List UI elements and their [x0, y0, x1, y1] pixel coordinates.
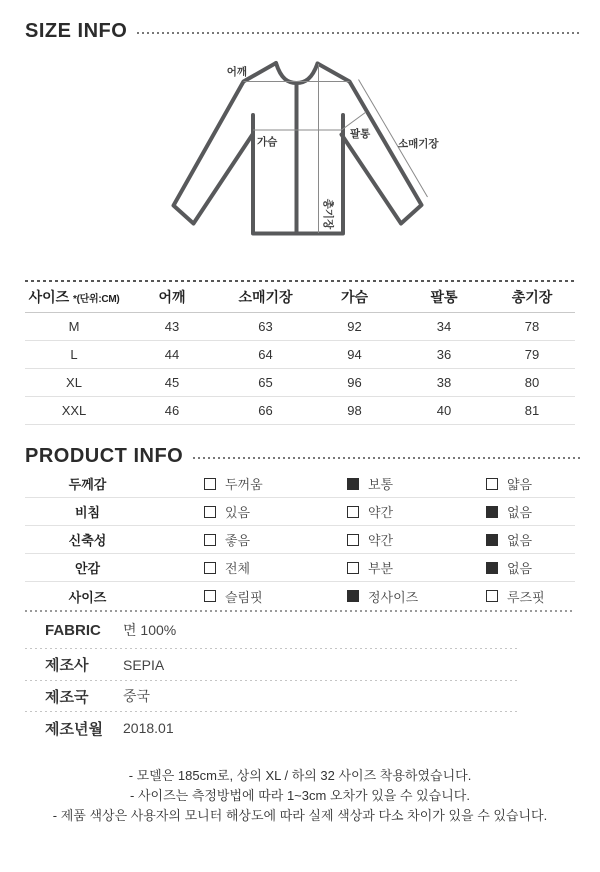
- checkbox-icon: [204, 534, 216, 546]
- value-cell: 45: [123, 368, 221, 396]
- attribute-option: [347, 587, 418, 606]
- checkbox-icon: [204, 590, 216, 602]
- value-cell: 63: [221, 312, 310, 340]
- value-cell: 46: [123, 396, 221, 424]
- table-row: [25, 396, 575, 424]
- checkbox-icon: [486, 590, 498, 602]
- size-header-label: 사이즈: [28, 288, 70, 305]
- size-table-header-row: [25, 282, 575, 312]
- value-cell: 79: [489, 340, 575, 368]
- checkbox-icon: [347, 534, 359, 546]
- product-attributes-table: [25, 470, 575, 610]
- option-label: 두꺼움: [225, 477, 263, 492]
- value-cell: 44: [123, 340, 221, 368]
- checkbox-icon: [347, 478, 359, 490]
- option-label: 슬림핏: [225, 589, 263, 605]
- checkbox-icon: [347, 590, 359, 602]
- attribute-row-lining: [25, 554, 575, 582]
- attribute-option: [347, 558, 393, 577]
- column-header-arm: 팔통: [399, 282, 489, 312]
- country-label: 제조국: [45, 688, 89, 706]
- attribute-option: [486, 502, 532, 521]
- size-table: [25, 282, 575, 425]
- manufacturer-value: SEPIA: [123, 656, 165, 673]
- value-cell: 66: [221, 396, 310, 424]
- option-label: 없음: [507, 533, 533, 548]
- checkbox-icon: [347, 562, 359, 574]
- option-label: 루즈핏: [507, 589, 545, 605]
- title-dotted-line: [193, 457, 582, 459]
- attribute-option: [486, 558, 532, 577]
- manufacturer-label: 제조사: [45, 657, 89, 674]
- product-info-header: [25, 445, 582, 468]
- country-value: 중국: [123, 688, 151, 704]
- checkbox-icon: [204, 506, 216, 518]
- option-label: 얇음: [507, 477, 533, 492]
- size-name-cell: XL: [25, 368, 123, 396]
- checkbox-icon: [486, 562, 498, 574]
- attribute-row-thickness: [25, 470, 575, 498]
- option-label: 없음: [507, 561, 533, 576]
- value-cell: 78: [489, 312, 575, 340]
- size-info-title: SIZE INFO: [25, 20, 128, 42]
- chest-label: 가슴: [257, 136, 278, 148]
- product-info-title: PRODUCT INFO: [25, 445, 184, 467]
- column-header-sleeve: 소매기장: [221, 282, 310, 312]
- note-line: - 모델은 185cm로, 상의 XL / 하의 32 사이즈 착용하였습니다.: [128, 768, 472, 783]
- value-cell: 36: [399, 340, 489, 368]
- checkbox-icon: [204, 562, 216, 574]
- option-label: 약간: [368, 533, 394, 548]
- attribute-option: [204, 474, 263, 493]
- attribute-option: [486, 474, 532, 493]
- note-line: - 제품 색상은 사용자의 모니터 해상도에 따라 실제 색상과 다소 차이가 있을 수 있습니다.: [52, 808, 548, 823]
- size-name-cell: L: [25, 340, 123, 368]
- manufacture-date-label: 제조년월: [45, 720, 103, 738]
- footer-notes: [0, 766, 600, 826]
- option-label: 약간: [368, 505, 394, 520]
- value-cell: 96: [310, 368, 399, 396]
- arm-width-label: 팔통: [350, 128, 371, 140]
- country-row: [25, 681, 520, 711]
- shoulder-label: 어깨: [226, 66, 247, 78]
- value-cell: 94: [310, 340, 399, 368]
- attribute-option: [204, 530, 250, 549]
- attribute-option: [347, 530, 393, 549]
- attribute-label: 안감: [74, 561, 101, 576]
- value-cell: 34: [399, 312, 489, 340]
- size-name-cell: M: [25, 312, 123, 340]
- attribute-option: [204, 587, 263, 606]
- value-cell: 38: [399, 368, 489, 396]
- attribute-label: 사이즈: [68, 589, 107, 605]
- jacket-measurement-diagram: [140, 50, 460, 280]
- value-cell: 65: [221, 368, 310, 396]
- fabric-info-section: [25, 612, 520, 744]
- value-cell: 98: [310, 396, 399, 424]
- option-label: 좋음: [225, 533, 251, 548]
- attribute-row-fit: [25, 582, 575, 610]
- fabric-row: [25, 612, 520, 648]
- option-label: 보통: [368, 477, 394, 492]
- value-cell: 80: [489, 368, 575, 396]
- option-label: 전체: [225, 561, 251, 576]
- attribute-label: 신축성: [68, 533, 107, 548]
- fabric-label: FABRIC: [45, 621, 101, 639]
- column-header-shoulder: 어깨: [123, 282, 221, 312]
- column-header-chest: 가슴: [310, 282, 399, 312]
- sleeve-length-label: 소매기장: [398, 138, 439, 150]
- checkbox-icon: [486, 478, 498, 490]
- manufacture-date-value: 2018.01: [123, 720, 174, 736]
- checkbox-icon: [486, 506, 498, 518]
- unit-note: *(단위:CM): [73, 293, 120, 305]
- checkbox-icon: [486, 534, 498, 546]
- attribute-option: [486, 530, 532, 549]
- table-row: [25, 312, 575, 340]
- option-label: 정사이즈: [368, 589, 419, 605]
- table-row: [25, 368, 575, 396]
- attribute-label: 두께감: [68, 477, 107, 492]
- manufacturer-row: [25, 649, 520, 680]
- jacket-outline: [174, 63, 422, 234]
- checkbox-icon: [204, 478, 216, 490]
- value-cell: 40: [399, 396, 489, 424]
- title-dotted-line: [137, 32, 582, 34]
- jacket-collar: [276, 63, 318, 83]
- option-label: 있음: [225, 505, 251, 520]
- total-length-label: 총기장: [322, 198, 334, 230]
- attribute-option: [486, 587, 545, 606]
- attribute-option: [204, 502, 250, 521]
- manufacture-date-row: [25, 712, 520, 744]
- option-label: 부분: [368, 561, 394, 576]
- note-line: - 사이즈는 측정방법에 따라 1~3cm 오차가 있을 수 있습니다.: [130, 788, 470, 803]
- size-column-header: [25, 282, 123, 312]
- value-cell: 43: [123, 312, 221, 340]
- size-name-cell: XXL: [25, 396, 123, 424]
- attribute-label: 비침: [74, 505, 101, 520]
- option-label: 없음: [507, 505, 533, 520]
- size-table-section: [25, 280, 575, 425]
- value-cell: 64: [221, 340, 310, 368]
- attribute-row-sheerness: [25, 498, 575, 526]
- attribute-row-elasticity: [25, 526, 575, 554]
- attribute-option: [204, 558, 250, 577]
- size-info-header: [25, 20, 582, 43]
- checkbox-icon: [347, 506, 359, 518]
- column-header-total: 총기장: [489, 282, 575, 312]
- table-row: [25, 340, 575, 368]
- value-cell: 81: [489, 396, 575, 424]
- attribute-option: [347, 502, 393, 521]
- value-cell: 92: [310, 312, 399, 340]
- fabric-value: 면 100%: [123, 622, 177, 638]
- attribute-option: [347, 474, 393, 493]
